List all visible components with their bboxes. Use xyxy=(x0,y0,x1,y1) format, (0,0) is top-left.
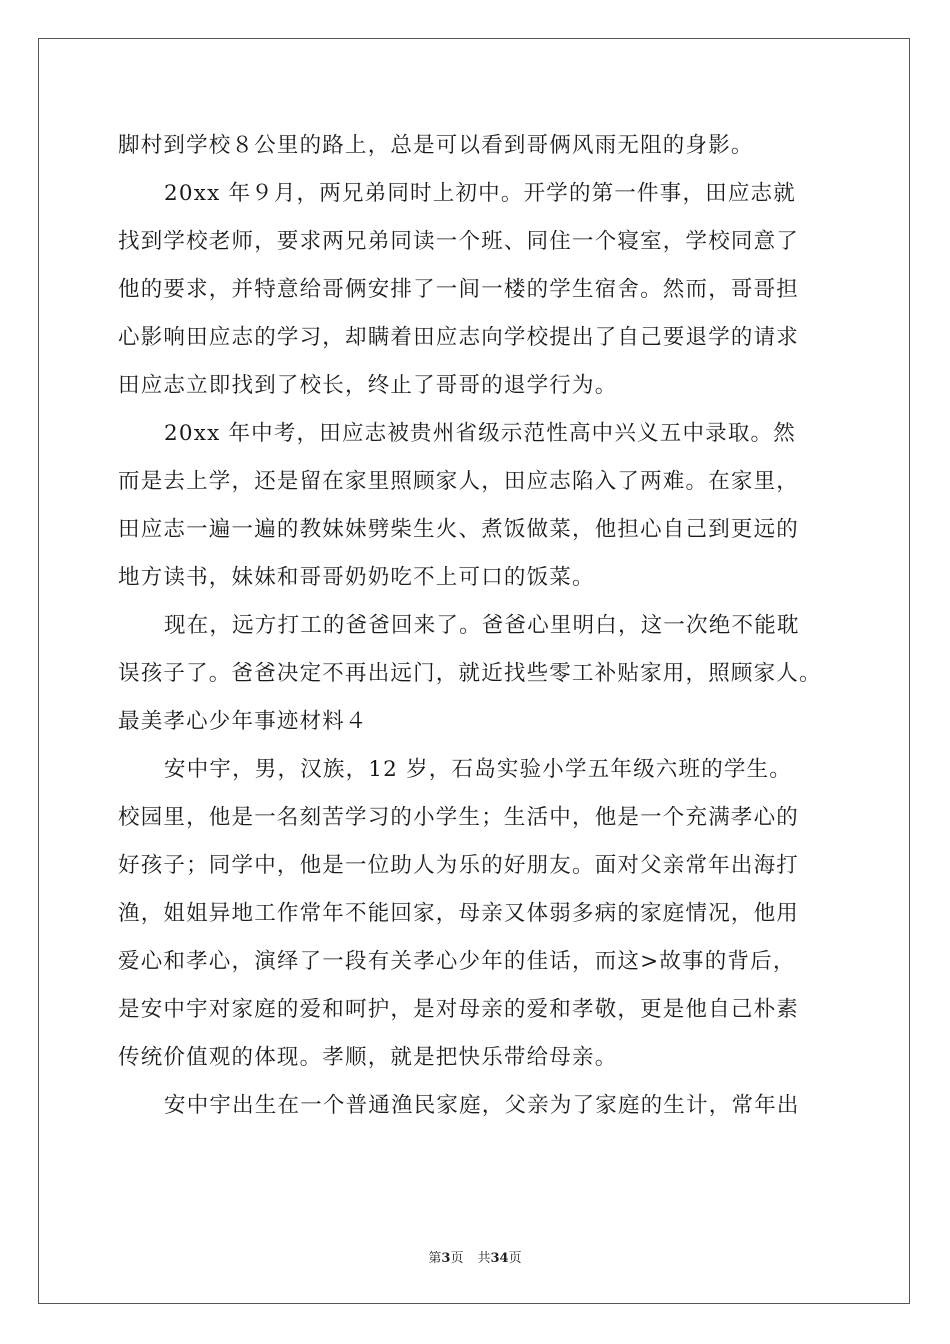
page-unit: 页 xyxy=(450,1251,464,1266)
text-line: 误孩子了。爸爸决定不再出远门，就近找些零工补贴家用，照顾家人。 xyxy=(118,661,822,686)
text-line: 现在，远方打工的爸爸回来了。爸爸心里明白，这一次绝不能耽 xyxy=(164,613,800,638)
text-line: 20xx 年中考，田应志被贵州省级示范性高中兴义五中录取。然 xyxy=(164,421,796,446)
text-line: 而是去上学，还是留在家里照顾家人，田应志陷入了两难。在家里， xyxy=(118,469,800,494)
text-line: 安中宇，男，汉族，12 岁，石岛实验小学五年级六班的学生。 xyxy=(164,757,792,782)
text-line: 渔，姐姐异地工作常年不能回家，母亲又体弱多病的家庭情况，他用 xyxy=(118,901,800,926)
text-line: 是安中宇对家庭的爱和呵护，是对母亲的爱和孝敬，更是他自己朴素 xyxy=(118,997,800,1022)
total-page-count: 34 xyxy=(490,1251,509,1266)
text-line: 安中宇出生在一个普通渔民家庭，父亲为了家庭的生计，常年出 xyxy=(164,1093,800,1118)
text-line: 他的要求，并特意给哥俩安排了一间一楼的学生宿舍。然而，哥哥担 xyxy=(118,277,800,302)
total-unit: 页 xyxy=(508,1251,522,1266)
text-line: 田应志立即找到了校长，终止了哥哥的退学行为。 xyxy=(118,373,618,398)
page-prefix: 第 xyxy=(428,1251,442,1266)
document-body xyxy=(118,122,838,1130)
text-line: 20xx 年９月，两兄弟同时上初中。开学的第一件事，田应志就 xyxy=(164,181,796,206)
text-line: 地方读书，妹妹和哥哥奶奶吃不上可口的饭菜。 xyxy=(118,565,595,590)
total-prefix: 共 xyxy=(477,1251,491,1266)
text-line: 田应志一遍一遍的教妹妹劈柴生火、煮饭做菜，他担心自己到更远的 xyxy=(118,517,800,542)
text-line: 传统价值观的体现。孝顺，就是把快乐带给母亲。 xyxy=(118,1045,618,1070)
section-heading: 最美孝心少年事迹材料４ xyxy=(118,709,368,734)
page-footer xyxy=(0,1247,950,1266)
text-line: 脚村到学校８公里的路上，总是可以看到哥俩风雨无阻的身影。 xyxy=(118,133,754,158)
text-line: 爱心和孝心，演绎了一段有关孝心少年的佳话，而这>故事的背后， xyxy=(118,949,796,974)
text-line: 好孩子；同学中，他是一位助人为乐的好朋友。面对父亲常年出海打 xyxy=(118,853,800,878)
current-page-number: 3 xyxy=(441,1251,451,1266)
text-line: 校园里，他是一名刻苦学习的小学生；生活中，他是一个充满孝心的 xyxy=(118,805,800,830)
text-line: 心影响田应志的学习，却瞒着田应志向学校提出了自己要退学的请求 xyxy=(118,325,800,350)
text-line: 找到学校老师，要求两兄弟同读一个班、同住一个寝室，学校同意了 xyxy=(118,229,800,254)
